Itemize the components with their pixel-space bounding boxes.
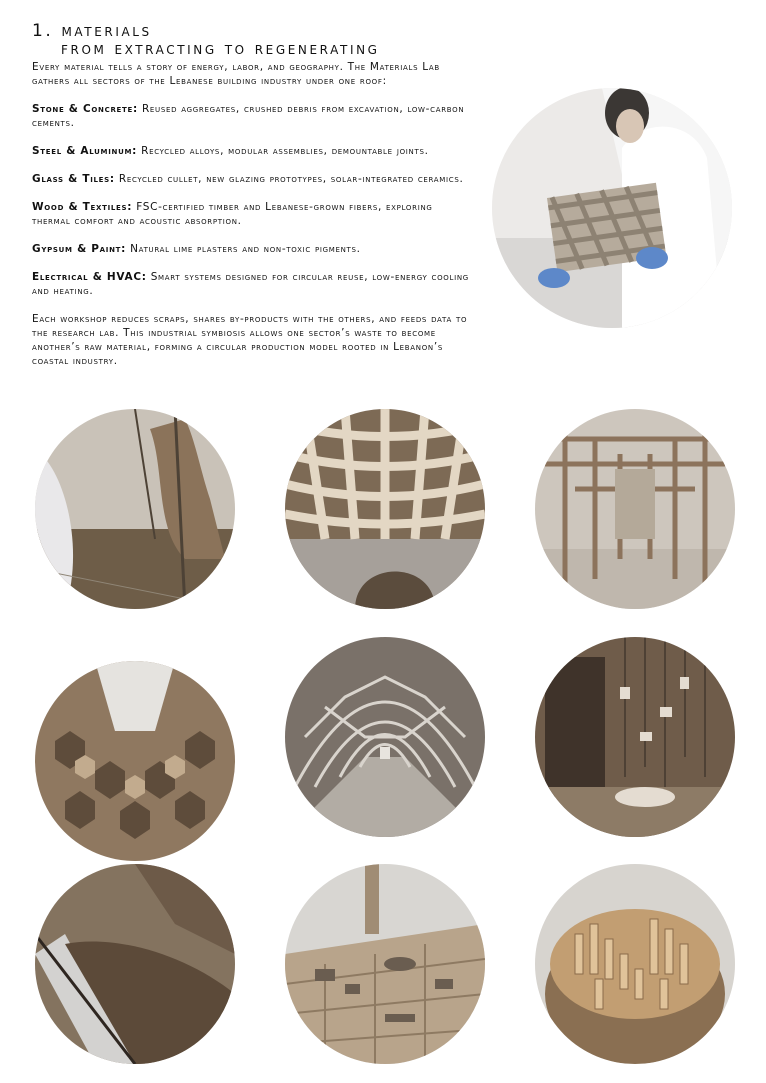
photo-wooden-pillar-cluster-model xyxy=(535,864,735,1064)
sector-steel-aluminum xyxy=(32,144,472,158)
title-line-1: materials xyxy=(61,21,152,41)
conclusion-paragraph: Each workshop reduces scraps, shares by-products with the others, and feeds data to the research lab. This industrial symbiosis allows one sector’s waste to become another’s raw material, forming a circular production model rooted in Lebanon’s coastal industry. xyxy=(32,313,468,367)
title-line-2: from extracting to regenerating xyxy=(61,39,380,59)
sector-desc: Natural lime plasters and non-toxic pigments. xyxy=(130,243,361,255)
photo-rubble-and-gravel-channel xyxy=(35,864,235,1064)
page-title xyxy=(32,22,380,58)
photo-hexagonal-wood-vault xyxy=(35,661,235,861)
photo-mesh-sculpture-reflective-floor xyxy=(35,409,235,609)
body-text xyxy=(32,60,472,382)
sector-wood-textiles xyxy=(32,200,472,228)
sector-name: Glass & Tiles: xyxy=(32,173,115,185)
sector-glass-tiles xyxy=(32,172,472,186)
photo-suspended-objects-installation xyxy=(535,637,735,837)
photo-geodesic-arch-walkway xyxy=(285,637,485,837)
sector-name: Steel & Aluminum: xyxy=(32,145,138,157)
sector-electrical-hvac xyxy=(32,270,472,298)
sector-desc: Reused aggregates, crushed debris from excavation, low-carbon cements. xyxy=(32,103,465,129)
sector-desc: FSC-certified timber and Lebanese-grown fibers, exploring thermal comfort and acoustic absorption. xyxy=(32,201,433,227)
sector-gypsum-paint xyxy=(32,242,472,256)
sector-stone-concrete xyxy=(32,102,472,130)
sector-desc: Smart systems designed for circular reuse, low-energy cooling and heating. xyxy=(32,271,469,297)
photo-wooden-scaffold-corridor xyxy=(535,409,735,609)
sector-desc: Recycled cullet, new glazing prototypes, solar-integrated ceramics. xyxy=(118,173,464,185)
sector-name: Gypsum & Paint: xyxy=(32,243,127,255)
intro-paragraph: Every material tells a story of energy, labor, and geography. The Materials Lab gathers all sectors of the Lebanese building industry under one roof: xyxy=(32,61,440,87)
title-number: 1. xyxy=(32,21,54,41)
photo-timber-grid-vault xyxy=(285,409,485,609)
photo-researcher-lattice-brick xyxy=(492,88,732,328)
sector-desc: Recycled alloys, modular assemblies, demountable joints. xyxy=(141,145,429,157)
sector-name: Wood & Textiles: xyxy=(32,201,133,213)
sector-name: Stone & Concrete: xyxy=(32,103,138,115)
photo-material-samples-table xyxy=(285,864,485,1064)
sector-name: Electrical & HVAC: xyxy=(32,271,147,283)
